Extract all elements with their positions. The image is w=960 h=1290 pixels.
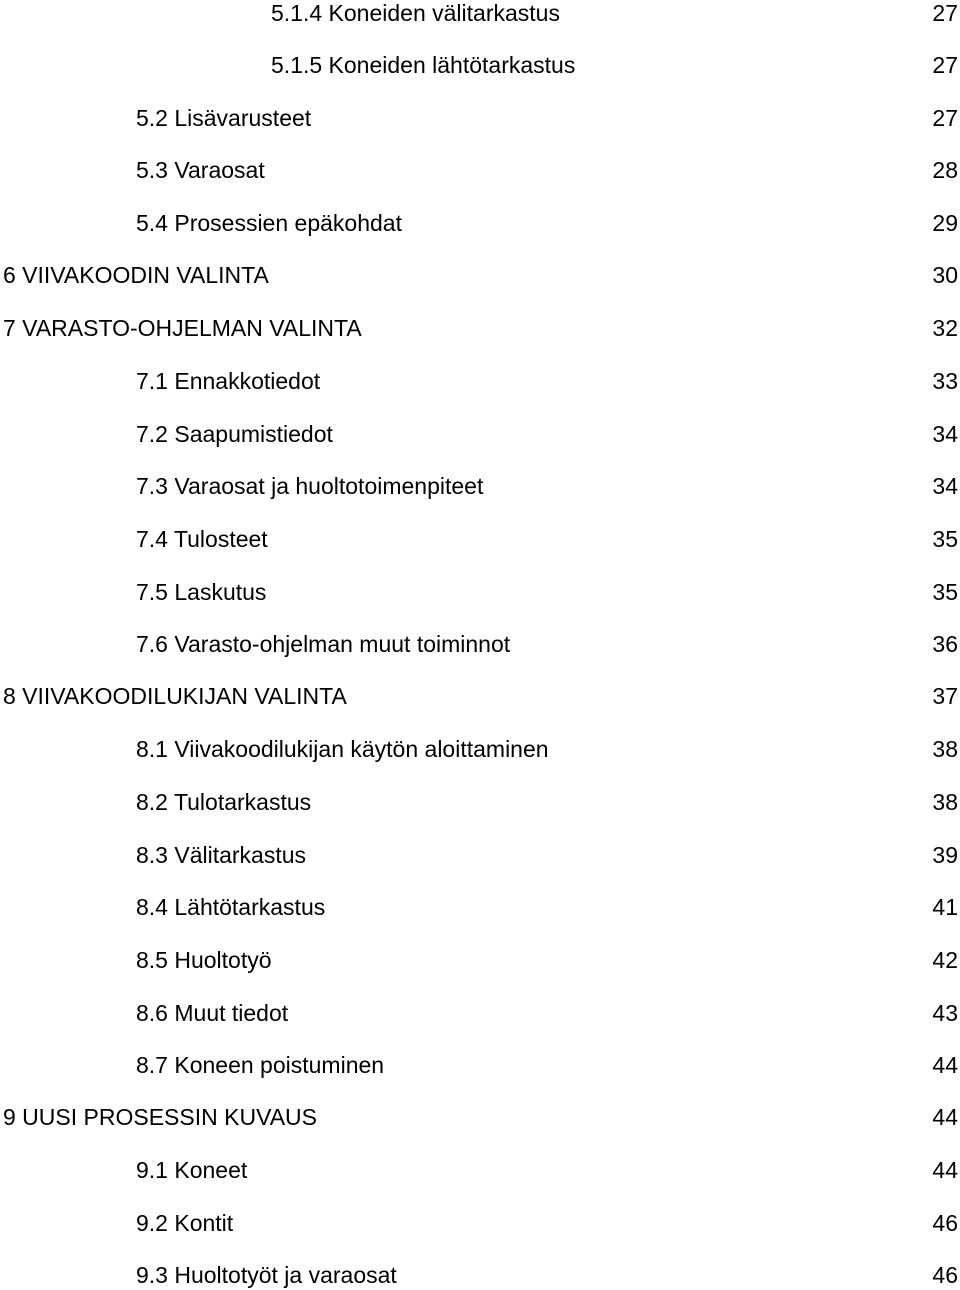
- toc-entry: [0, 419, 960, 449]
- toc-entry-title: 8.5 Huoltotyö: [136, 947, 272, 973]
- toc-entry-title: 7.4 Tulosteet: [136, 526, 268, 552]
- toc-entry-page: 30: [932, 262, 958, 288]
- toc-entry: [0, 840, 960, 870]
- toc-entry-title: 8.6 Muut tiedot: [136, 1000, 289, 1026]
- toc-entry: [0, 313, 960, 343]
- toc-entry-title: 8.7 Koneen poistuminen: [136, 1052, 385, 1078]
- toc-entry: [0, 1208, 960, 1238]
- toc-entry-page: 44: [932, 1052, 958, 1078]
- toc-entry-title: 6 VIIVAKOODIN VALINTA: [3, 262, 269, 288]
- toc-entry: [0, 260, 960, 290]
- toc-entry: [0, 1050, 960, 1080]
- toc-entry: [0, 998, 960, 1028]
- toc-entry: [0, 471, 960, 501]
- toc-entry-page: 46: [932, 1210, 958, 1236]
- toc-entry-page: 46: [932, 1262, 958, 1288]
- toc-entry-page: 27: [932, 105, 958, 131]
- toc-entry: [0, 1102, 960, 1132]
- toc-entry-title: 7.1 Ennakkotiedot: [136, 368, 321, 394]
- toc-entry-title: 9.3 Huoltotyöt ja varaosat: [136, 1262, 397, 1288]
- toc-entry-page: 43: [932, 1000, 958, 1026]
- toc-entry-title: 8.1 Viivakoodilukijan käytön aloittaminen: [136, 736, 549, 762]
- toc-entry-page: 34: [932, 473, 958, 499]
- toc-entry: [0, 787, 960, 817]
- toc-entry: [0, 366, 960, 396]
- toc-entry-page: 39: [932, 842, 958, 868]
- toc-entry: [0, 892, 960, 922]
- toc-entry-title: 8.4 Lähtötarkastus: [136, 894, 326, 920]
- toc-entry-title: 7.5 Laskutus: [136, 579, 267, 605]
- toc-entry-page: 32: [932, 315, 958, 341]
- toc-entry: [0, 681, 960, 711]
- toc-entry: [0, 577, 960, 607]
- toc-entry-title: 5.3 Varaosat: [136, 157, 265, 183]
- toc-entry-title: 7 VARASTO-OHJELMAN VALINTA: [3, 315, 362, 341]
- toc-entry-title: 8.2 Tulotarkastus: [136, 789, 312, 815]
- toc-entry-title: 5.2 Lisävarusteet: [136, 105, 312, 131]
- toc-entry: [0, 945, 960, 975]
- toc-entry: [0, 734, 960, 764]
- toc-entry-page: 38: [932, 736, 958, 762]
- toc-entry-title: 7.6 Varasto-ohjelman muut toiminnot: [136, 631, 511, 657]
- toc-entry-page: 27: [932, 52, 958, 78]
- toc-entry-title: 8 VIIVAKOODILUKIJAN VALINTA: [3, 683, 347, 709]
- toc-entry: [0, 0, 960, 28]
- toc-entry-page: 27: [932, 0, 958, 26]
- toc-entry-page: 41: [932, 894, 958, 920]
- toc-entry-page: 34: [932, 421, 958, 447]
- toc-entry: [0, 50, 960, 80]
- toc-entry-page: 29: [932, 210, 958, 236]
- toc-entry-page: 44: [932, 1157, 958, 1183]
- toc-entry: [0, 208, 960, 238]
- toc-entry-title: 7.2 Saapumistiedot: [136, 421, 333, 447]
- toc-entry: [0, 1260, 960, 1290]
- toc-entry-page: 33: [932, 368, 958, 394]
- toc-entry-title: 5.1.5 Koneiden lähtötarkastus: [271, 52, 576, 78]
- toc-entry-title: 9 UUSI PROSESSIN KUVAUS: [3, 1104, 317, 1130]
- toc-entry-title: 5.1.4 Koneiden välitarkastus: [271, 0, 560, 26]
- toc-entry-title: 7.3 Varaosat ja huoltotoimenpiteet: [136, 473, 484, 499]
- toc-entry-title: 9.1 Koneet: [136, 1157, 248, 1183]
- toc-entry-title: 5.4 Prosessien epäkohdat: [136, 210, 402, 236]
- toc-entry-page: 28: [932, 157, 958, 183]
- toc-entry-page: 35: [932, 579, 958, 605]
- toc-entry: [0, 629, 960, 659]
- toc-entry-page: 36: [932, 631, 958, 657]
- toc-entry-page: 38: [932, 789, 958, 815]
- toc-entry-title: 9.2 Kontit: [136, 1210, 234, 1236]
- toc-entry: [0, 524, 960, 554]
- toc-entry-page: 42: [932, 947, 958, 973]
- toc-entry-page: 35: [932, 526, 958, 552]
- toc-entry: [0, 155, 960, 185]
- toc-entry-page: 37: [932, 683, 958, 709]
- toc-entry: [0, 103, 960, 133]
- toc-entry-title: 8.3 Välitarkastus: [136, 842, 307, 868]
- toc-entry: [0, 1155, 960, 1185]
- toc-entry-page: 44: [932, 1104, 958, 1130]
